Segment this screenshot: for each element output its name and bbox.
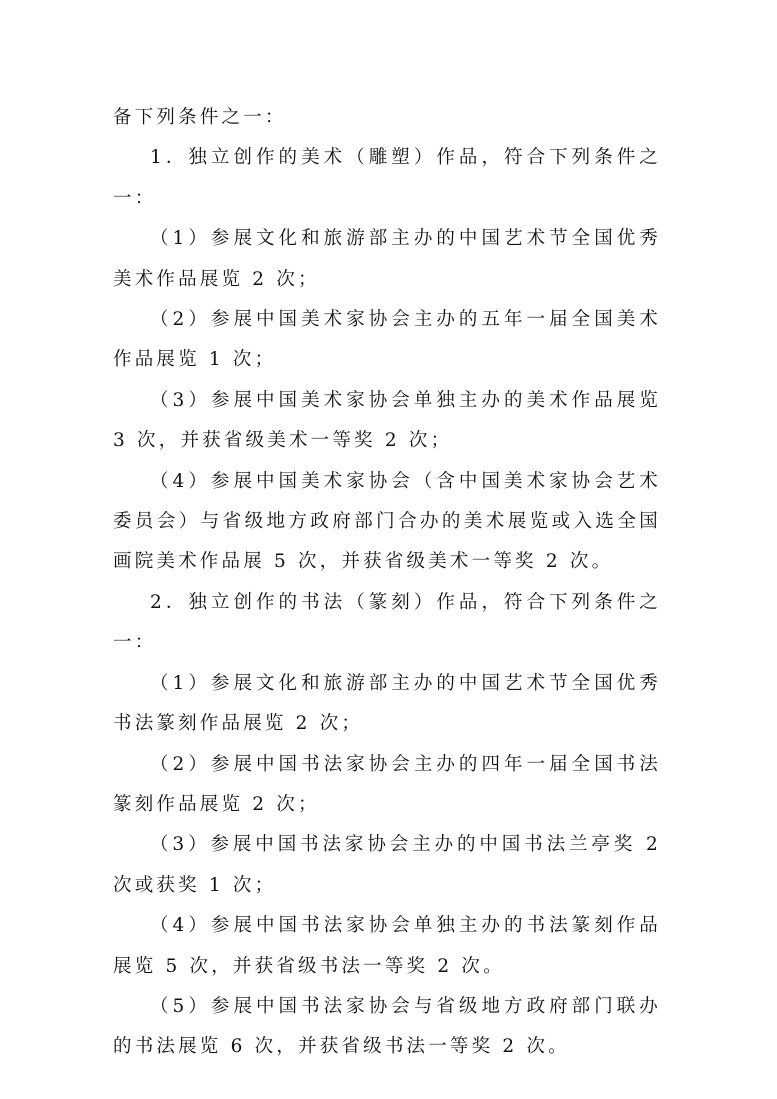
- paragraph-calligraphy-heading: 2．独立创作的书法（篆刻）作品，符合下列条件之一：: [113, 591, 661, 654]
- paragraph-art-item-2: （2）参展中国美术家协会主办的五年一届全国美术作品展览 1 次；: [113, 309, 661, 371]
- paragraph-art-heading: 1．独立创作的美术（雕塑）作品，符合下列条件之一：: [113, 147, 661, 209]
- paragraph-art-item-1: （1）参展文化和旅游部主办的中国艺术节全国优秀美术作品展览 2 次；: [113, 228, 661, 290]
- document-body: [113, 98, 661, 1068]
- paragraph-calligraphy-item-3: （3）参展中国书法家协会主办的中国书法兰亭奖 2 次或获奖 1 次；: [113, 834, 661, 896]
- paragraph-calligraphy-item-1: （1）参展文化和旅游部主办的中国艺术节全国优秀书法篆刻作品展览 2 次；: [113, 672, 661, 735]
- paragraph-art-item-4: （4）参展中国美术家协会（含中国美术家协会艺术委员会）与省级地方政府部门合办的美术展览或入选全国画院美术作品展 5 次，并获省级美术一等奖 2 次。: [113, 470, 661, 573]
- paragraph-calligraphy-item-4: （4）参展中国书法家协会单独主办的书法篆刻作品展览 5 次，并获省级书法一等奖 2 次。: [113, 915, 661, 977]
- paragraph-calligraphy-item-5: （5）参展中国书法家协会与省级地方政府部门联办的书法展览 6 次，并获省级书法一等奖 2 次。: [113, 995, 661, 1058]
- paragraph-calligraphy-item-2: （2）参展中国书法家协会主办的四年一届全国书法篆刻作品展览 2 次；: [113, 753, 661, 815]
- paragraph-art-item-3: （3）参展中国美术家协会单独主办的美术作品展览 3 次，并获省级美术一等奖 2 次；: [113, 389, 661, 452]
- paragraph-continuation: 备下列条件之一：: [113, 107, 287, 128]
